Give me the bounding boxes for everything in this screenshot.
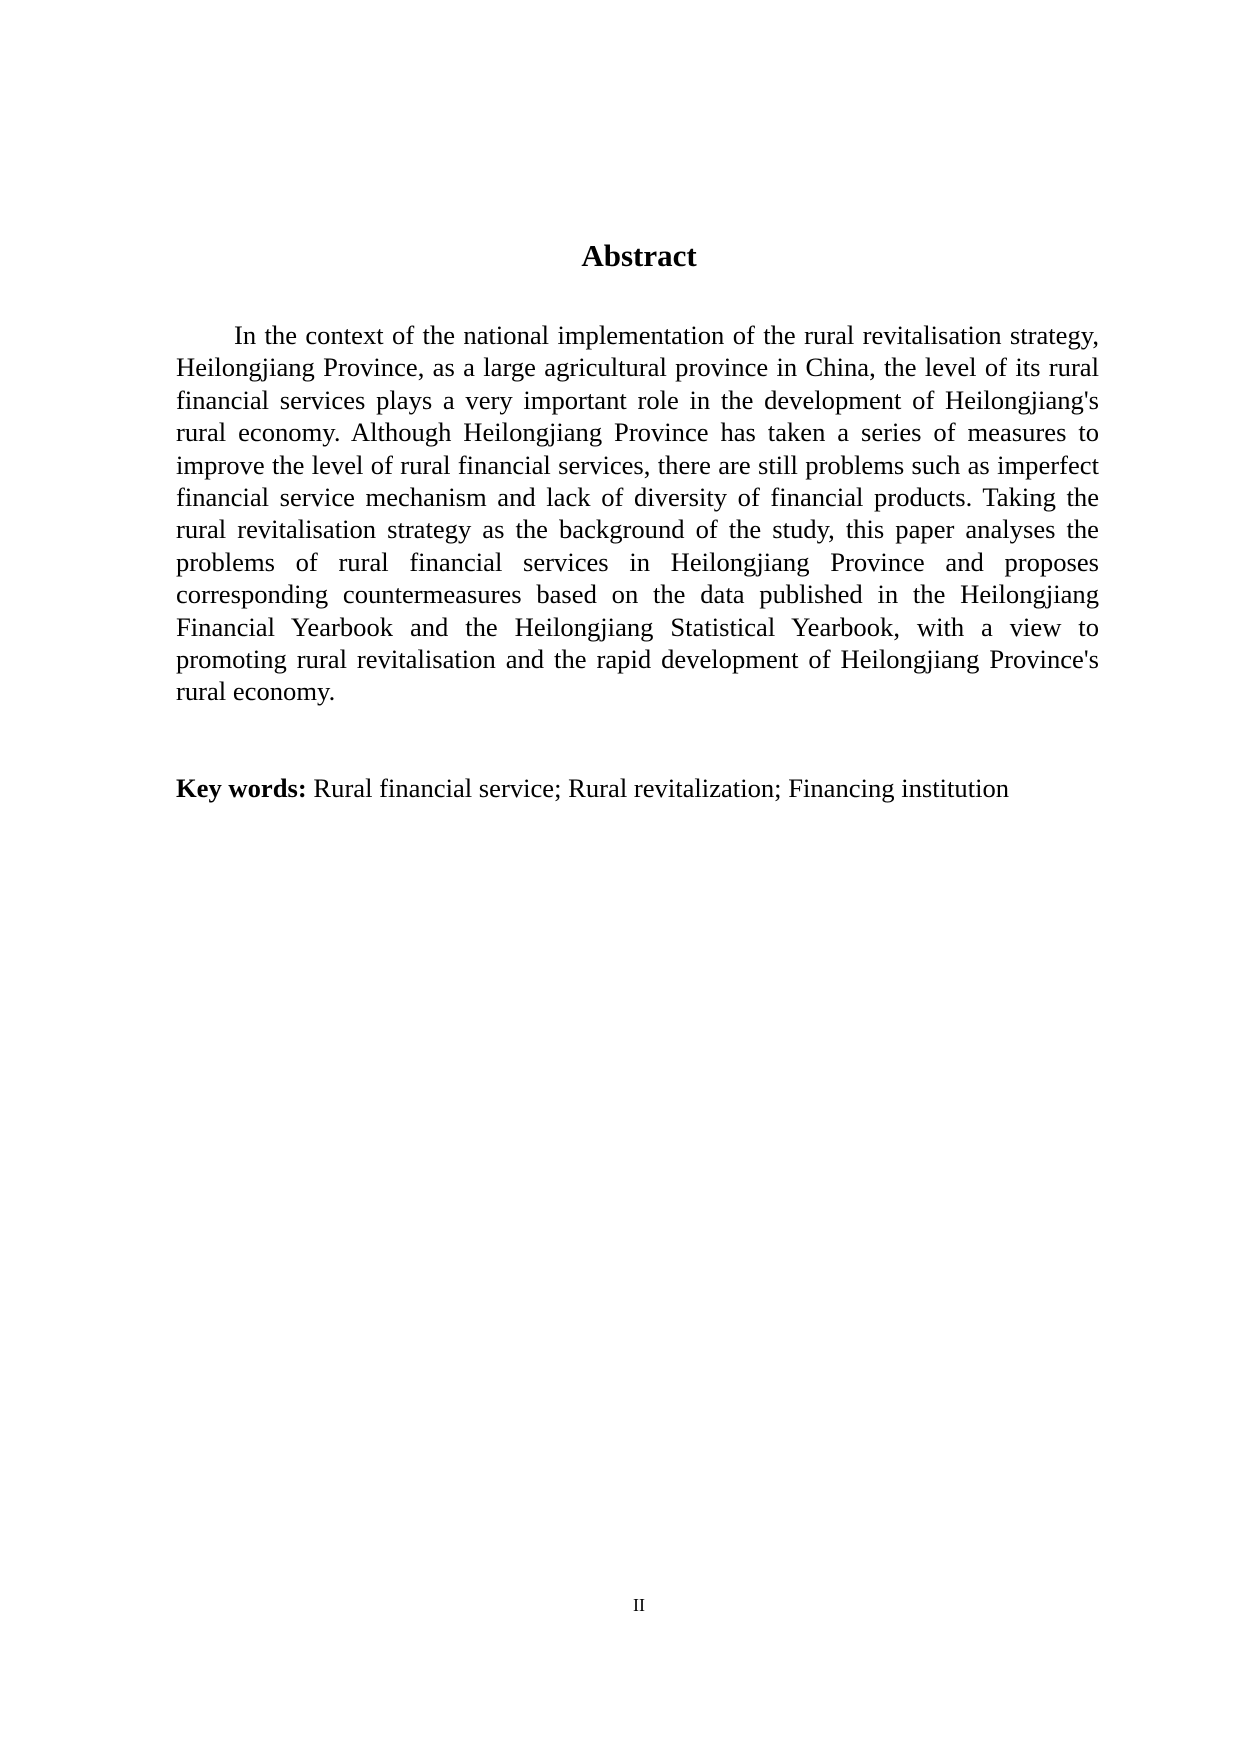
keywords-value: Rural financial service; Rural revitalization; Financing institution — [313, 773, 1010, 803]
keywords-label: Key words: — [176, 773, 307, 803]
abstract-paragraph: In the context of the national implementation of the rural revitalisation strategy, Heilongjiang Province, as a large agricultural province in China, the level of its rural financial services plays a very important role in the development of Heilongjiang's rural economy. Although Heilongjiang Province has taken a series of measures to improve the level of rural financial services, there are still problems such as imperfect financial service mechanism and lack of diversity of financial products. Taking the rural revitalisation strategy as the background of the study, this paper analyses the problems of rural financial services in Heilongjiang Province and proposes corresponding countermeasures based on the data published in the Heilongjiang Financial Yearbook and the Heilongjiang Statistical Yearbook, with a view to promoting rural revitalisation and the rapid development of Heilongjiang Province's rural economy. — [176, 320, 1099, 707]
keywords-line — [176, 772, 1099, 804]
page-number: II — [633, 1595, 645, 1615]
page-title: Abstract — [581, 238, 697, 273]
